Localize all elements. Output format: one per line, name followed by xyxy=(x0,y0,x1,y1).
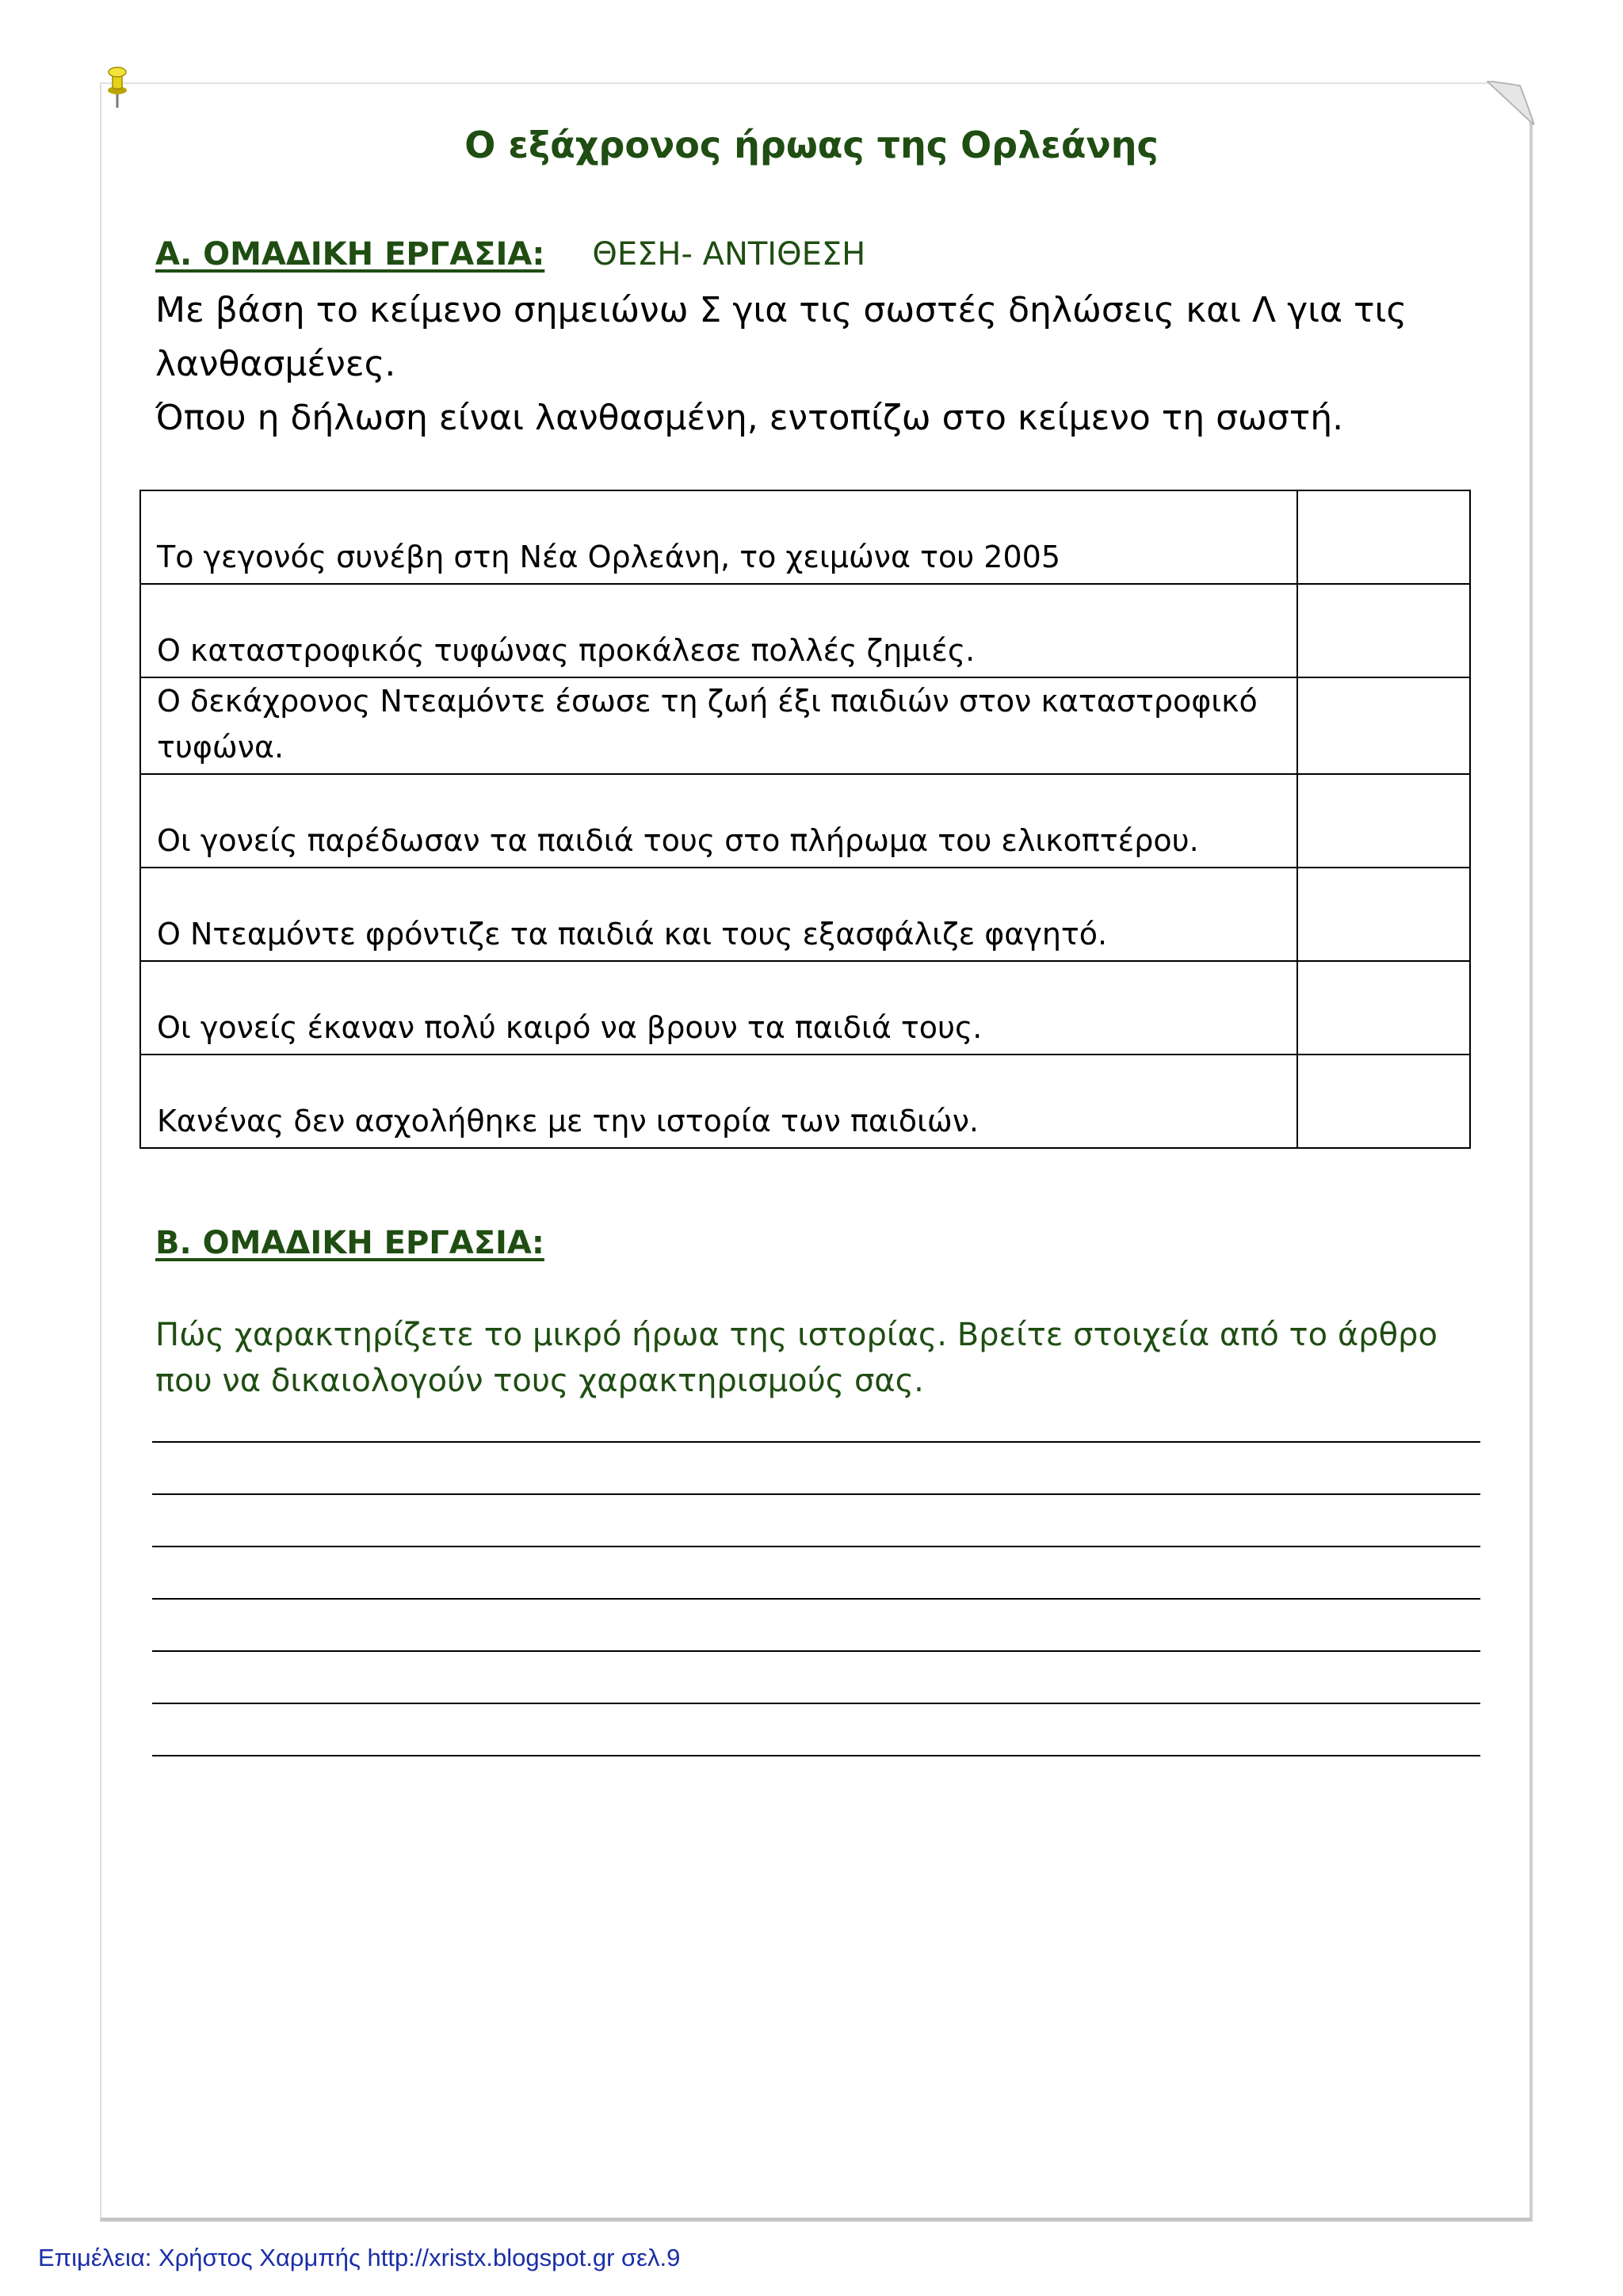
table-row xyxy=(140,961,1470,1055)
answer-line[interactable] xyxy=(152,1598,1480,1600)
table-row xyxy=(140,774,1470,868)
statement-cell: Ο Ντεαμόντε φρόντιζε τα παιδιά και τους εξασφάλιζε φαγητό. xyxy=(140,868,1297,961)
answer-line[interactable] xyxy=(152,1650,1480,1652)
statement-cell: Το γεγονός συνέβη στη Νέα Ορλεάνη, το χειμώνα του 2005 xyxy=(140,490,1297,584)
answer-line[interactable] xyxy=(152,1755,1480,1756)
statement-cell: Οι γονείς παρέδωσαν τα παιδιά τους στο πλήρωμα του ελικοπτέρου. xyxy=(140,774,1297,868)
page-title: Ο εξάχρονος ήρωας της Ορλεάνης xyxy=(464,124,1159,166)
answer-cell[interactable] xyxy=(1297,584,1470,677)
table-row xyxy=(140,1055,1470,1148)
table-row xyxy=(140,490,1470,584)
instruction-line-1: Με βάση το κείμενο σημειώνω Σ για τις σωστές δηλώσεις και Λ για τις λανθασμένες. xyxy=(155,290,1407,384)
section-a-header xyxy=(155,236,865,273)
footer-credit: Επιμέλεια: Χρήστος Χαρμπής http://xristx.blogspot.gr σελ.9 xyxy=(38,2244,681,2271)
instruction-line-2: Όπου η δήλωση είναι λανθασμένη, εντοπίζω στο κείμενο τη σωστή. xyxy=(155,398,1344,438)
statement-cell: Ο δεκάχρονος Ντεαμόντε έσωσε τη ζωή έξι παιδιών στον καταστροφικό τυφώνα. xyxy=(140,677,1297,774)
pushpin-icon xyxy=(105,65,130,109)
answer-line[interactable] xyxy=(152,1703,1480,1704)
answer-line[interactable] xyxy=(152,1546,1480,1547)
section-a-heading: Α. ΟΜΑΔΙΚΗ ΕΡΓΑΣΙΑ: xyxy=(155,236,545,273)
answer-cell[interactable] xyxy=(1297,961,1470,1055)
table-row xyxy=(140,868,1470,961)
section-b-header xyxy=(155,1225,544,1261)
section-a-subheading: ΘΕΣΗ- ΑΝΤΙΘΕΣΗ xyxy=(592,236,866,273)
statement-cell: Ο καταστροφικός τυφώνας προκάλεσε πολλές ζημιές. xyxy=(140,584,1297,677)
section-b-question: Πώς χαρακτηρίζετε το μικρό ήρωα της ιστορίας. Βρείτε στοιχεία από το άρθρο που να δικαιολογούν τους χαρακτηρισμούς σας. xyxy=(155,1317,1438,1399)
answer-line[interactable] xyxy=(152,1441,1480,1443)
answer-line[interactable] xyxy=(152,1493,1480,1495)
instructions xyxy=(155,284,1423,445)
statement-cell: Οι γονείς έκαναν πολύ καιρό να βρουν τα παιδιά τους. xyxy=(140,961,1297,1055)
table-row xyxy=(140,584,1470,677)
answer-cell[interactable] xyxy=(1297,1055,1470,1148)
answer-cell[interactable] xyxy=(1297,774,1470,868)
table-row xyxy=(140,677,1470,774)
true-false-table xyxy=(139,490,1471,1149)
answer-cell[interactable] xyxy=(1297,490,1470,584)
section-b-heading: Β. ΟΜΑΔΙΚΗ ΕΡΓΑΣΙΑ: xyxy=(155,1225,544,1261)
answer-cell[interactable] xyxy=(1297,677,1470,774)
answer-cell[interactable] xyxy=(1297,868,1470,961)
page-curl-icon xyxy=(1487,81,1534,125)
statement-cell: Κανένας δεν ασχολήθηκε με την ιστορία των παιδιών. xyxy=(140,1055,1297,1148)
